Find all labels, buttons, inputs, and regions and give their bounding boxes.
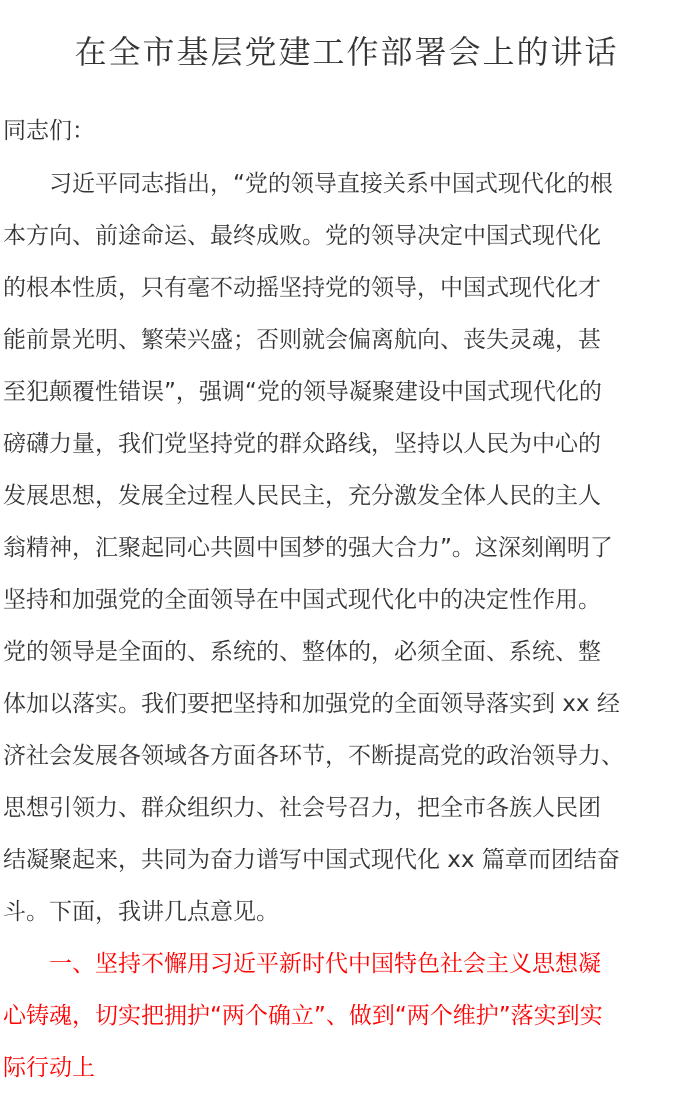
body-line: 的根本性质，只有毫不动摇坚持党的领导，中国式现代化才 (3, 275, 601, 301)
body-line: 结凝聚起来，共同为奋力谱写中国式现代化 xx 篇章而团结奋 (3, 847, 620, 873)
heading-line: 一、坚持不懈用习近平新时代中国特色社会主义思想凝 (3, 951, 601, 977)
body-line: 体加以落实。我们要把坚持和加强党的全面领导落实到 xx 经 (3, 691, 620, 717)
heading-line: 心铸魂，切实把拥护“两个确立”、做到“两个维护”落实到实 (3, 1003, 603, 1029)
body-line: 发展思想，发展全过程人民民主，充分激发全体人民的主人 (3, 483, 601, 509)
body-line: 斗。下面，我讲几点意见。 (3, 899, 279, 925)
body-line: 翁精神，汇聚起同心共圆中国梦的强大合力”。这深刻阐明了 (3, 535, 613, 561)
body-line: 济社会发展各领域各方面各环节，不断提高党的政治领导力、 (3, 743, 624, 769)
body-line: 至犯颠覆性错误”，强调“党的领导凝聚建设中国式现代化的 (3, 379, 602, 405)
body-line: 能前景光明、繁荣兴盛；否则就会偏离航向、丧失灵魂，甚 (3, 327, 601, 353)
body-line: 坚持和加强党的全面领导在中国式现代化中的决定性作用。 (3, 587, 601, 613)
body-line: 本方向、前途命运、最终成败。党的领导决定中国式现代化 (3, 223, 601, 249)
body-line: 磅礴力量，我们党坚持党的群众路线，坚持以人民为中心的 (3, 431, 601, 457)
body-paragraph (3, 158, 691, 938)
body-line: 习近平同志指出，“党的领导直接关系中国式现代化的根 (3, 171, 613, 197)
body-line: 思想引领力、群众组织力、社会号召力，把全市各族人民团 (3, 795, 601, 821)
document-title: 在全市基层党建工作部署会上的讲话 (74, 33, 619, 71)
salutation: 同志们： (3, 118, 95, 144)
section-heading (3, 938, 691, 1094)
heading-line: 际行动上 (3, 1055, 95, 1081)
body-line: 党的领导是全面的、系统的、整体的，必须全面、系统、整 (3, 639, 601, 665)
